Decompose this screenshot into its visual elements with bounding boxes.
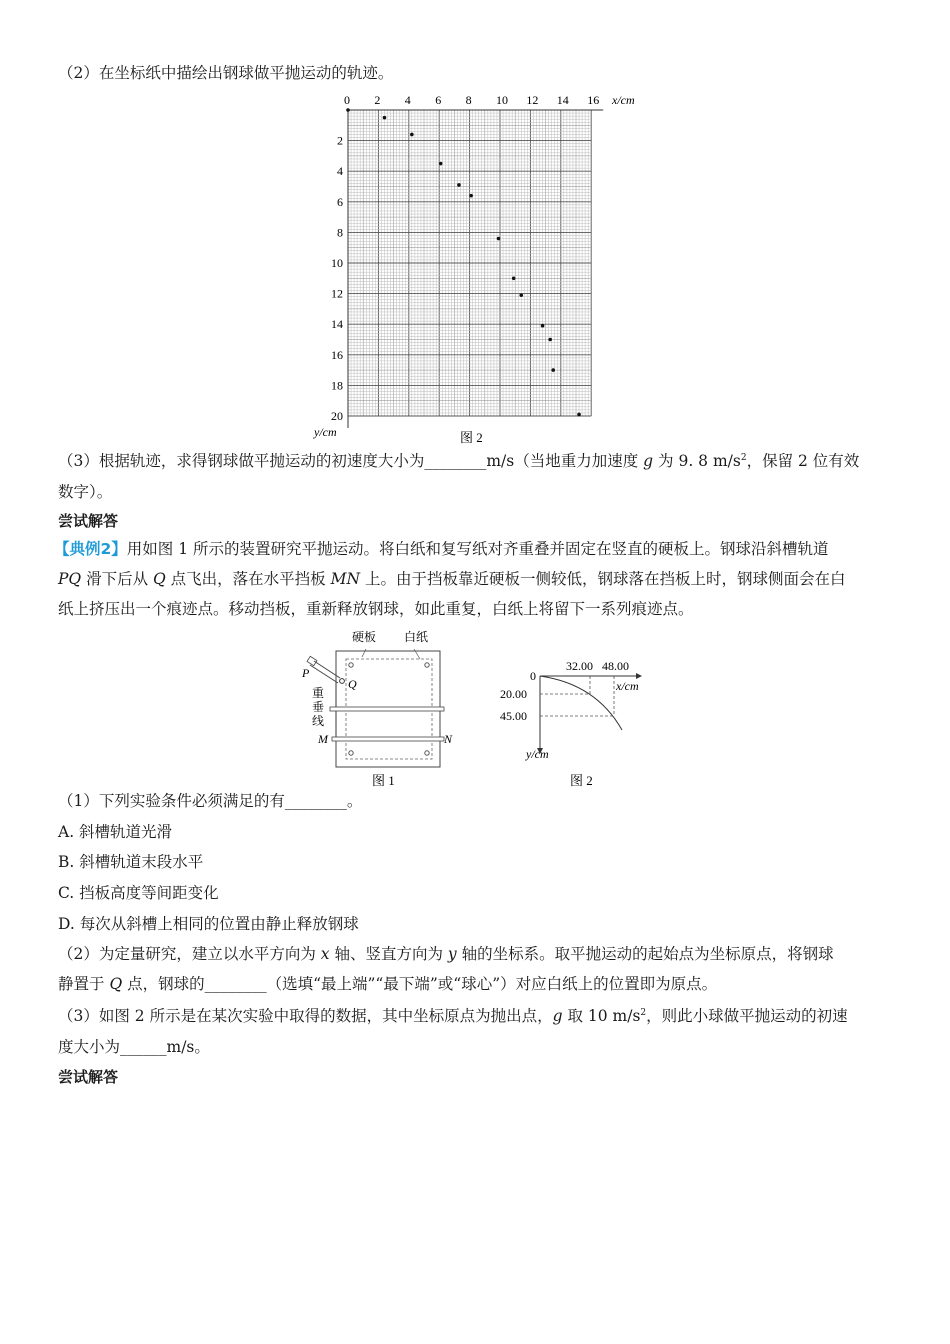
grid-x-tick: 14 — [556, 93, 569, 107]
q2-intro-line3: 纸上挤压出一个痕迹点。移动挡板，重新释放钢球，如此重复，白纸上将留下一系列痕迹点。 — [58, 600, 694, 618]
grid-y-tick: 4 — [337, 164, 343, 179]
grid-x-tick: 10 — [496, 93, 508, 107]
q1-part3-text: （3）根据轨迹，求得钢球做平抛运动的初速度大小为________m/s（当地重力加速度 g 为 9. 8 $m/s^2$，保留 2 位有效 — [58, 452, 860, 470]
grid-lines — [348, 110, 603, 428]
trajectory-point — [346, 108, 350, 112]
grid-x-tick: 8 — [465, 93, 472, 107]
fig2-x-32: 32.00 — [566, 659, 593, 673]
q2-intro-line1: 【典例2】用如图 1 所示的装置研究平抛运动。将白纸和复写纸对齐重叠并固定在竖直的硬板上。钢球沿斜槽轨道 — [54, 540, 829, 558]
trajectory-point — [457, 183, 461, 187]
label-paper: 白纸 — [404, 630, 429, 644]
grid-y-tick: 18 — [331, 378, 343, 393]
grid-x-tick: 16 — [587, 93, 600, 107]
q1-try-answer-heading: 尝试解答 — [58, 512, 119, 530]
q2-sub3-line2: 度大小为______m/s。 — [58, 1038, 210, 1056]
grid-x-tick: 0 — [344, 93, 350, 107]
label-n: N — [444, 732, 453, 746]
grid-y-axis-label: y/cm — [314, 425, 337, 439]
example-tag: 【典例2】 — [54, 540, 127, 558]
q2-sub1: （1）下列实验条件必须满足的有________。 — [58, 792, 363, 810]
option-d: D. 每次从斜槽上相同的位置由静止释放钢球 — [58, 915, 359, 933]
trajectory-point — [469, 194, 473, 198]
trajectory-grid-figure — [300, 92, 660, 450]
q2-sub2-line2: 静置于 Q 点，钢球的________（选填“最上端”“最下端”或“球心”）对应白纸上的位置即为原点。 — [58, 975, 718, 993]
q2-intro-line2: PQ 滑下后从 Q 点飞出，落在水平挡板 MN 上。由于挡板靠近硬板一侧较低，钢球落在挡板上时，钢球侧面会在白 — [58, 570, 846, 588]
trajectory-point — [541, 324, 545, 328]
q2-sub3-line1: （3）如图 2 所示是在某次实验中取得的数据，其中坐标原点为抛出点，g 取 10 $m/s^2$，则此小球做平抛运动的初速 — [58, 1007, 848, 1025]
label-m: M — [318, 732, 328, 746]
trajectory-point — [512, 277, 516, 281]
label-q: Q — [348, 677, 357, 691]
q1-part3-text-line2: 数字）。 — [58, 483, 113, 501]
grid-y-tick: 10 — [331, 256, 343, 270]
option-b: B. 斜槽轨道末段水平 — [58, 853, 204, 871]
grid-y-tick: 12 — [331, 286, 343, 301]
grid-y-tick: 14 — [331, 317, 343, 332]
trajectory-point — [383, 116, 387, 120]
fig2-caption: 图 2 — [570, 773, 593, 788]
fig2-y-20: 20.00 — [500, 687, 527, 701]
q2-sub2-line1: （2）为定量研究，建立以水平方向为 x 轴、竖直方向为 y 轴的坐标系。取平抛运动的起始点为坐标原点，将钢球 — [58, 945, 834, 963]
trajectory-point — [497, 237, 501, 241]
trajectory-point — [410, 133, 414, 137]
label-board: 硬板 — [352, 630, 377, 644]
q1-part2-text: （2）在坐标纸中描绘出钢球做平抛运动的轨迹。 — [58, 64, 394, 82]
fig1-caption: 图 1 — [372, 773, 395, 788]
fig2-x-axis-label: x/cm — [616, 679, 639, 693]
label-p: P — [302, 666, 310, 680]
apparatus-figure — [296, 625, 456, 790]
trajectory-point — [439, 162, 443, 166]
grid-y-tick: 20 — [331, 409, 343, 423]
grid-x-tick: 12 — [526, 93, 539, 107]
grid-x-tick: 4 — [404, 93, 411, 107]
label-plumb-1: 重 — [312, 686, 325, 700]
grid-x-tick: 6 — [435, 93, 442, 107]
trajectory-point — [548, 338, 552, 342]
q2-try-answer-heading: 尝试解答 — [58, 1068, 119, 1086]
option-c: C. 挡板高度等间距变化 — [58, 884, 219, 902]
trajectory-point — [519, 293, 523, 297]
fig2-y-axis-label: y/cm — [526, 747, 549, 761]
option-a: A. 斜槽轨道光滑 — [58, 823, 173, 841]
label-plumb-3: 线 — [312, 714, 325, 728]
grid-y-tick: 16 — [331, 347, 343, 362]
grid-x-axis-label: x/cm — [612, 93, 635, 107]
fig2-x-48: 48.00 — [602, 659, 629, 673]
fig2-y-45: 45.00 — [500, 709, 527, 723]
grid-y-tick: 6 — [337, 194, 343, 209]
fig2-origin: 0 — [530, 669, 536, 683]
trajectory-point — [577, 413, 581, 417]
grid-figure-caption: 图 2 — [460, 430, 483, 445]
grid-y-tick: 8 — [337, 225, 343, 240]
grid-tick-labels — [331, 93, 599, 423]
trajectory-point — [551, 368, 555, 372]
grid-y-tick: 2 — [337, 133, 343, 148]
label-plumb-2: 垂 — [312, 700, 325, 714]
grid-x-tick: 2 — [374, 93, 381, 107]
data-figure — [496, 656, 656, 791]
